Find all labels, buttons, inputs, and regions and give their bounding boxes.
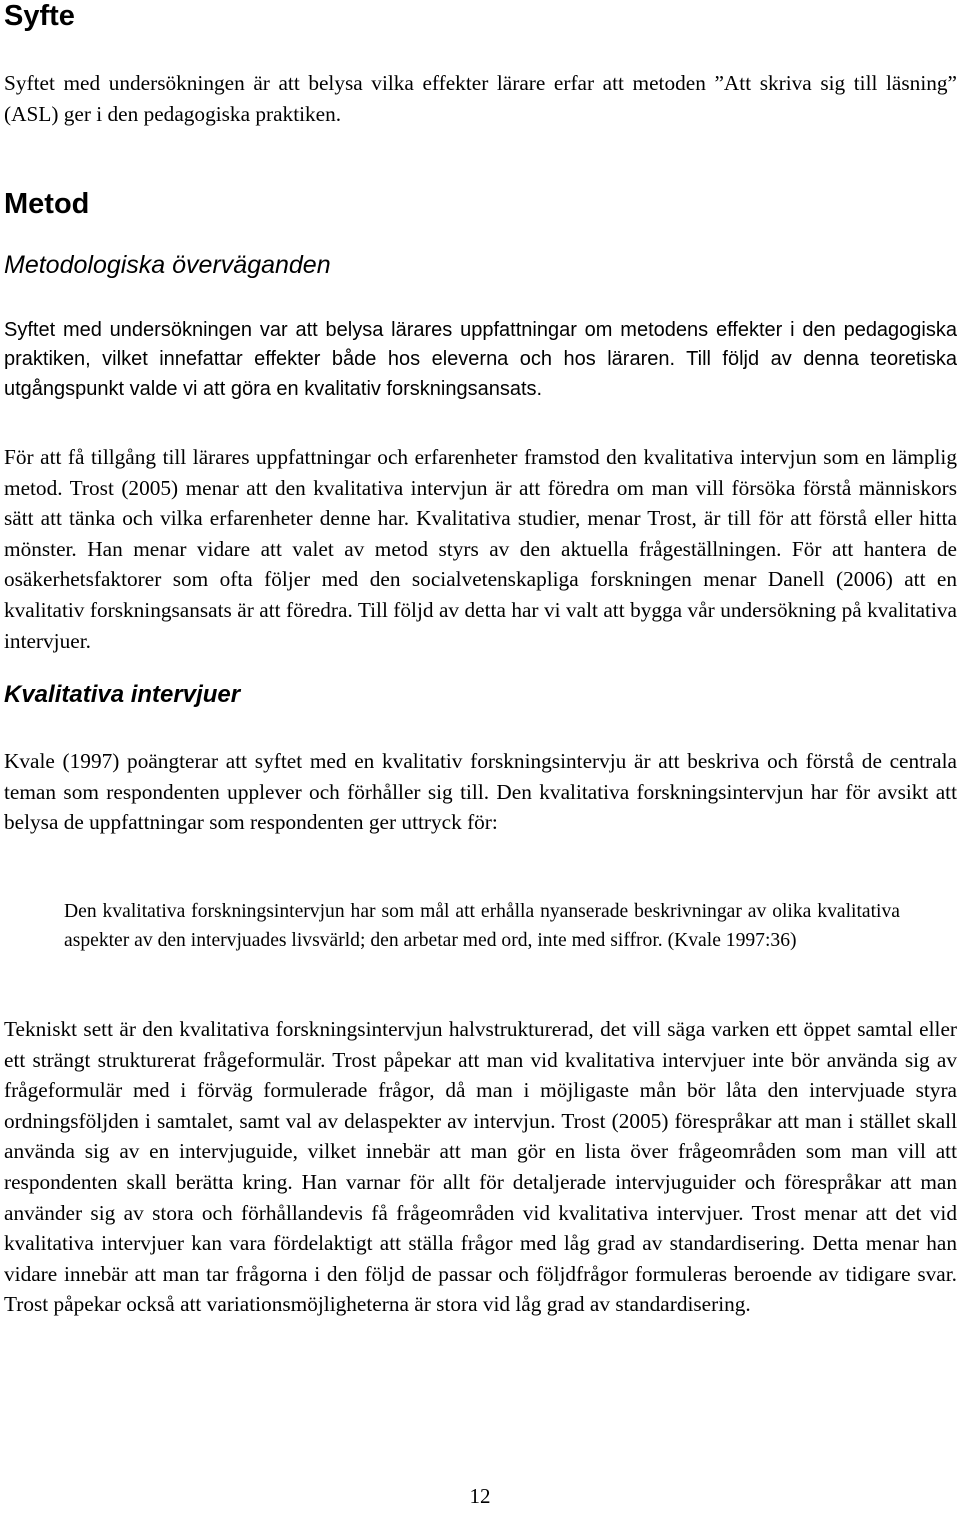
paragraph-tekniskt: Tekniskt sett är den kvalitativa forskningsintervjun halvstrukturerad, det vill säga varken ett öppet samtal eller ett strängt strukturerat frågeformulär. Trost påpekar att man vid kvalitativa intervjuer inte bör använda sig av frågeformulär med i förväg formulerade frågor, då man i möjligaste mån bör låta den intervjuade styra ordningsföljden i samtalet, samt val av delaspekter av intervjun. Trost (2005) förespråkar att man i stället skall använda sig av en intervjuguide, vilket innebär att man gör en lista över frågeområden som man vill att respondenten skall berätta kring. Han varnar för allt för detaljerade intervjuguider och förespråkar att man använder sig av stora och förhållandevis få frågeområden vid kvalitativa intervjuer. Trost menar att det vid kvalitativa intervjuer kan vara fördelaktigt att ställa frågor med låg grad av standardisering. Detta menar han vidare innebär att man tar frågorna i den följd de passar och följdfrågor formuleras beroende av tidigare svar. Trost påpekar också att variationsmöjligheterna är stora vid låg grad av standardisering.: [4, 1017, 957, 1317]
heading-kvalitativa-intervjuer: Kvalitativa intervjuer: [4, 681, 241, 708]
heading-syfte: Syfte: [4, 0, 75, 32]
paragraph-metod-serif: För att få tillgång till lärares uppfattningar och erfarenheter framstod den kvalitativa intervjun som en lämplig metod. Trost (2005) menar att den kvalitativa intervjun är att föredra om man vill försöka förstå människors sätt att tänka och vilka erfarenheter denne har. Kvalitativa studier, menar Trost, är till för att förstå eller hitta mönster. Han menar vidare att valet av metod styrs av den aktuella frågeställningen. För att hantera de osäkerhetsfaktorer som ofta följer med den socialvetenskapliga forskningen menar Danell (2006) att en kvalitativ forskningsansats är att föredra. Till följd av detta har vi valt att bygga vår undersökning på kvalitativa intervjuer.: [4, 445, 957, 653]
subheading-metodologiska-overvaganden: Metodologiska överväganden: [4, 251, 331, 279]
paragraph-kvale: Kvale (1997) poängterar att syftet med en kvalitativ forskningsintervju är att beskriva och förstå de centrala teman som respondenten upplever och förhåller sig till. Den kvalitativa forskningsintervjun har för avsikt att belysa de uppfattningar som respondenten ger uttryck för:: [4, 749, 957, 835]
page-number: 12: [469, 1484, 491, 1508]
paragraph-metod-sans: Syftet med undersökningen var att belysa lärares uppfattningar om metodens effekter i den pedagogiska praktiken, vilket innefattar effekter både hos eleverna och hos läraren. Till följd av denna teoretiska utgångspunkt valde vi att göra en kvalitativ forskningsansats.: [4, 319, 957, 400]
heading-metod: Metod: [4, 188, 90, 220]
block-quote-kvale: Den kvalitativa forskningsintervjun har som mål att erhålla nyanserade beskrivningar av olika kvalitativa aspekter av den intervjuades livsvärld; den arbetar med ord, inte med siffror. (Kvale 1997:36): [64, 901, 900, 951]
paragraph-syfte: Syftet med undersökningen är att belysa vilka effekter lärare erfar att metoden ”Att skriva sig till läsning” (ASL) ger i den pedagogiska praktiken.: [4, 71, 957, 126]
